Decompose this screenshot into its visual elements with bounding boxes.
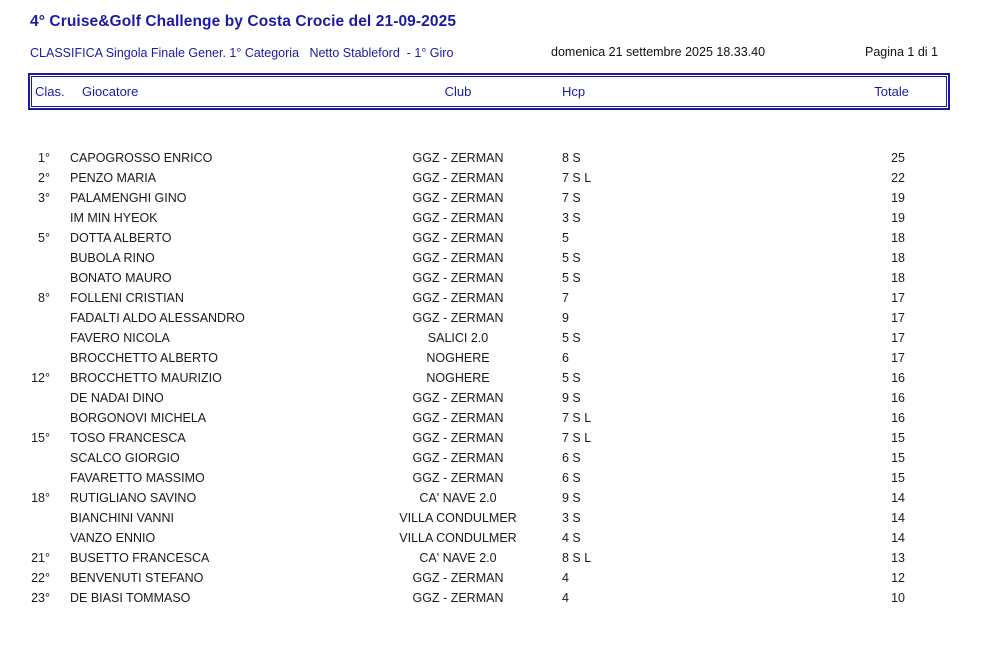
cell-club: VILLA CONDULMER — [399, 511, 517, 525]
cell-club: SALICI 2.0 — [427, 331, 489, 345]
table-header — [28, 73, 950, 110]
cell-rank: 3° — [38, 191, 50, 205]
cell-player: RUTIGLIANO SAVINO — [70, 491, 197, 505]
cell-rank — [28, 308, 54, 328]
cell-player: PALAMENGHI GINO — [70, 191, 187, 205]
cell-handicap: 7 S L — [562, 411, 592, 425]
cell-rank — [28, 408, 54, 428]
cell-club: GGZ - ZERMAN — [412, 591, 504, 605]
cell-total: 13 — [891, 551, 905, 565]
cell-rank: 15° — [31, 431, 50, 445]
table-row — [28, 548, 950, 568]
cell-rank — [28, 348, 54, 368]
cell-player: FAVERO NICOLA — [70, 331, 170, 345]
table-row — [28, 188, 950, 208]
cell-rank — [28, 208, 54, 228]
table-row — [28, 248, 950, 268]
cell-player: FADALTI ALDO ALESSANDRO — [70, 311, 245, 325]
report-datetime: domenica 21 settembre 2025 18.33.40 — [551, 45, 766, 59]
cell-handicap: 5 S — [562, 371, 581, 385]
cell-total: 12 — [891, 571, 905, 585]
table-row — [28, 388, 950, 408]
cell-club: NOGHERE — [426, 371, 490, 385]
cell-club: GGZ - ZERMAN — [412, 431, 504, 445]
cell-player: VANZO ENNIO — [70, 531, 156, 545]
page-number: Pagina 1 di 1 — [865, 45, 938, 59]
cell-handicap: 6 S — [562, 471, 581, 485]
table-row — [28, 168, 950, 188]
cell-handicap: 7 — [562, 291, 569, 305]
cell-total: 10 — [891, 591, 905, 605]
cell-total: 14 — [891, 531, 905, 545]
cell-handicap: 4 — [562, 591, 569, 605]
cell-total: 16 — [891, 411, 905, 425]
table-header-inner — [31, 76, 947, 107]
table-row — [28, 588, 950, 608]
cell-player: IM MIN HYEOK — [70, 211, 158, 225]
cell-total: 17 — [891, 311, 905, 325]
cell-rank: 5° — [38, 231, 50, 245]
cell-handicap: 9 — [562, 311, 569, 325]
cell-total: 14 — [891, 491, 905, 505]
table-row — [28, 508, 950, 528]
cell-handicap: 5 — [562, 231, 569, 245]
cell-handicap: 9 S — [562, 391, 581, 405]
column-header-club: Club — [444, 84, 472, 99]
cell-player: DOTTA ALBERTO — [70, 231, 172, 245]
cell-club: GGZ - ZERMAN — [412, 251, 504, 265]
cell-player: DE NADAI DINO — [70, 391, 164, 405]
table-row — [28, 368, 950, 388]
cell-club: GGZ - ZERMAN — [412, 471, 504, 485]
table-row — [28, 268, 950, 288]
cell-club: GGZ - ZERMAN — [412, 411, 504, 425]
cell-handicap: 9 S — [562, 491, 581, 505]
table-row — [28, 288, 950, 308]
cell-club: GGZ - ZERMAN — [412, 291, 504, 305]
table-row — [28, 228, 950, 248]
results-rows — [28, 148, 950, 608]
table-row — [28, 148, 950, 168]
cell-player: SCALCO GIORGIO — [70, 451, 180, 465]
cell-rank — [28, 528, 54, 548]
cell-rank — [28, 268, 54, 288]
table-row — [28, 448, 950, 468]
cell-club: GGZ - ZERMAN — [412, 391, 504, 405]
cell-total: 15 — [891, 431, 905, 445]
cell-club: GGZ - ZERMAN — [412, 151, 504, 165]
cell-rank — [28, 328, 54, 348]
cell-club: GGZ - ZERMAN — [412, 231, 504, 245]
cell-rank: 2° — [38, 171, 50, 185]
cell-player: BONATO MAURO — [70, 271, 172, 285]
cell-player: BUSETTO FRANCESCA — [70, 551, 210, 565]
cell-rank: 21° — [31, 551, 50, 565]
cell-total: 22 — [891, 171, 905, 185]
cell-handicap: 7 S L — [562, 431, 592, 445]
cell-total: 18 — [891, 271, 905, 285]
cell-rank — [28, 508, 54, 528]
table-row — [28, 568, 950, 588]
cell-handicap: 3 S — [562, 211, 581, 225]
cell-player: TOSO FRANCESCA — [70, 431, 186, 445]
cell-total: 19 — [891, 191, 905, 205]
cell-handicap: 5 S — [562, 251, 581, 265]
cell-handicap: 4 — [562, 571, 569, 585]
page-title: 4° Cruise&Golf Challenge by Costa Crocie del 21-09-2025 — [30, 13, 457, 30]
cell-handicap: 3 S — [562, 511, 581, 525]
cell-club: GGZ - ZERMAN — [412, 571, 504, 585]
table-row — [28, 488, 950, 508]
cell-total: 14 — [891, 511, 905, 525]
table-row — [28, 208, 950, 228]
column-header-clas: Clas. — [35, 84, 65, 99]
cell-rank — [28, 448, 54, 468]
column-header-giocatore: Giocatore — [82, 84, 139, 99]
cell-handicap: 8 S — [562, 151, 581, 165]
table-row — [28, 528, 950, 548]
cell-rank: 8° — [38, 291, 50, 305]
cell-rank — [28, 388, 54, 408]
cell-handicap: 5 S — [562, 271, 581, 285]
table-row — [28, 308, 950, 328]
cell-player: BENVENUTI STEFANO — [70, 571, 204, 585]
cell-handicap: 5 S — [562, 331, 581, 345]
table-row — [28, 428, 950, 448]
cell-total: 16 — [891, 371, 905, 385]
cell-player: BUBOLA RINO — [70, 251, 155, 265]
cell-total: 18 — [891, 251, 905, 265]
cell-player: FOLLENI CRISTIAN — [70, 291, 184, 305]
cell-rank: 12° — [31, 371, 50, 385]
cell-rank — [28, 468, 54, 488]
cell-handicap: 7 S — [562, 191, 581, 205]
cell-total: 17 — [891, 291, 905, 305]
cell-player: CAPOGROSSO ENRICO — [70, 151, 213, 165]
cell-total: 18 — [891, 231, 905, 245]
cell-player: BROCCHETTO MAURIZIO — [70, 371, 222, 385]
cell-club: GGZ - ZERMAN — [412, 171, 504, 185]
cell-club: CA' NAVE 2.0 — [419, 491, 497, 505]
cell-player: FAVARETTO MASSIMO — [70, 471, 205, 485]
cell-total: 17 — [891, 331, 905, 345]
cell-club: GGZ - ZERMAN — [412, 211, 504, 225]
cell-club: NOGHERE — [426, 351, 490, 365]
cell-club: GGZ - ZERMAN — [412, 451, 504, 465]
cell-total: 25 — [891, 151, 905, 165]
cell-club: CA' NAVE 2.0 — [419, 551, 497, 565]
column-header-totale: Totale — [874, 84, 909, 99]
cell-handicap: 4 S — [562, 531, 581, 545]
cell-club: GGZ - ZERMAN — [412, 191, 504, 205]
cell-handicap: 6 — [562, 351, 569, 365]
cell-total: 16 — [891, 391, 905, 405]
cell-handicap: 8 S L — [562, 551, 592, 565]
table-row — [28, 348, 950, 368]
table-row — [28, 328, 950, 348]
cell-player: BROCCHETTO ALBERTO — [70, 351, 218, 365]
cell-player: BIANCHINI VANNI — [70, 511, 174, 525]
cell-club: GGZ - ZERMAN — [412, 311, 504, 325]
cell-rank — [28, 248, 54, 268]
column-header-hcp: Hcp — [562, 84, 586, 99]
cell-rank: 18° — [31, 491, 50, 505]
cell-handicap: 6 S — [562, 451, 581, 465]
cell-player: DE BIASI TOMMASO — [70, 591, 191, 605]
cell-total: 15 — [891, 471, 905, 485]
table-row — [28, 408, 950, 428]
cell-total: 15 — [891, 451, 905, 465]
cell-rank: 22° — [31, 571, 50, 585]
cell-player: BORGONOVI MICHELA — [70, 411, 207, 425]
cell-handicap: 7 S L — [562, 171, 592, 185]
classification-subtitle: CLASSIFICA Singola Finale Gener. 1° Categoria Netto Stableford - 1° Giro — [30, 46, 454, 60]
cell-rank: 23° — [31, 591, 50, 605]
table-row — [28, 468, 950, 488]
cell-rank: 1° — [38, 151, 50, 165]
cell-total: 17 — [891, 351, 905, 365]
cell-total: 19 — [891, 211, 905, 225]
cell-club: VILLA CONDULMER — [399, 531, 517, 545]
cell-club: GGZ - ZERMAN — [412, 271, 504, 285]
cell-player: PENZO MARIA — [70, 171, 157, 185]
